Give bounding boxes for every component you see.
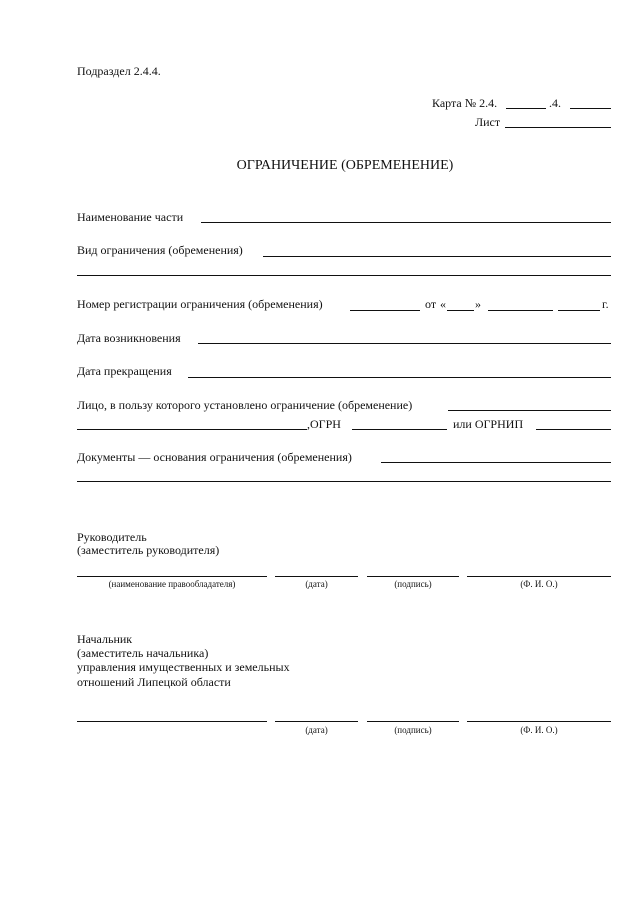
documents-field[interactable] [381,462,611,463]
restriction-type-field[interactable] [263,256,611,257]
registration-year-field[interactable] [558,310,600,311]
restriction-type-label: Вид ограничения (обременения) [77,243,243,257]
signer2-date-caption: (дата) [305,725,328,735]
quote-open: « [440,297,446,311]
signer1-fio-field[interactable] [467,576,611,577]
signer1-signature-field[interactable] [367,576,459,577]
signer1-date-field[interactable] [275,576,358,577]
signer2-fio-field[interactable] [467,721,611,722]
signer2-signature-caption: (подпись) [394,725,432,735]
signer1-owner-field[interactable] [77,576,267,577]
restriction-type-field-2[interactable] [77,275,611,276]
document-title: ОГРАНИЧЕНИЕ (ОБРЕМЕНЕНИЕ) [236,158,454,173]
documents-field-2[interactable] [77,481,611,482]
signer1-role-line1: Руководитель [77,530,147,544]
signer2-name-field[interactable] [77,721,267,722]
signer2-role-line4: отношений Липецкой области [77,675,231,689]
subsection-label: Подраздел 2.4.4. [77,64,161,78]
signer2-role-line3: управления имущественных и земельных [77,660,290,674]
signer2-fio-caption: (Ф. И. О.) [520,725,558,735]
signer1-fio-caption: (Ф. И. О.) [520,579,558,589]
sheet-field[interactable] [505,127,611,128]
beneficiary-field[interactable] [448,410,611,411]
start-date-label: Дата возникновения [77,331,181,345]
registration-number-field[interactable] [350,310,420,311]
quote-close: » [475,297,481,311]
registration-month-field[interactable] [488,310,553,311]
beneficiary-field-2[interactable] [77,429,307,430]
signer1-signature-caption: (подпись) [394,579,432,589]
signer2-role-line1: Начальник [77,632,133,646]
ogrn-label: ,ОГРН [307,417,341,431]
registration-day-field[interactable] [447,310,474,311]
registration-number-label: Номер регистрации ограничения (обременения) [77,297,323,311]
part-name-label: Наименование части [77,210,184,224]
card-number-field-1[interactable] [506,108,546,109]
signer1-role-line2: (заместитель руководителя) [77,543,220,557]
sheet-label: Лист [475,115,501,129]
part-name-field[interactable] [201,222,611,223]
signer2-role-line2: (заместитель начальника) [77,646,209,660]
ogrnip-label: или ОГРНИП [453,417,524,431]
documents-label: Документы — основания ограничения (обременения) [77,450,352,464]
card-number-label: Карта № 2.4. [432,96,498,110]
signer1-date-caption: (дата) [305,579,328,589]
year-suffix: г. [602,297,609,311]
beneficiary-label: Лицо, в пользу которого установлено ограничение (обременение) [77,398,413,412]
start-date-field[interactable] [198,343,611,344]
signer2-signature-field[interactable] [367,721,459,722]
card-number-middle: .4. [549,96,561,110]
ogrnip-field[interactable] [536,429,611,430]
end-date-label: Дата прекращения [77,364,172,378]
from-label: от [425,297,437,311]
signer1-owner-caption: (наименование правообладателя) [108,579,236,589]
signer2-date-field[interactable] [275,721,358,722]
ogrn-field[interactable] [352,429,447,430]
card-number-field-2[interactable] [570,108,611,109]
end-date-field[interactable] [188,377,611,378]
